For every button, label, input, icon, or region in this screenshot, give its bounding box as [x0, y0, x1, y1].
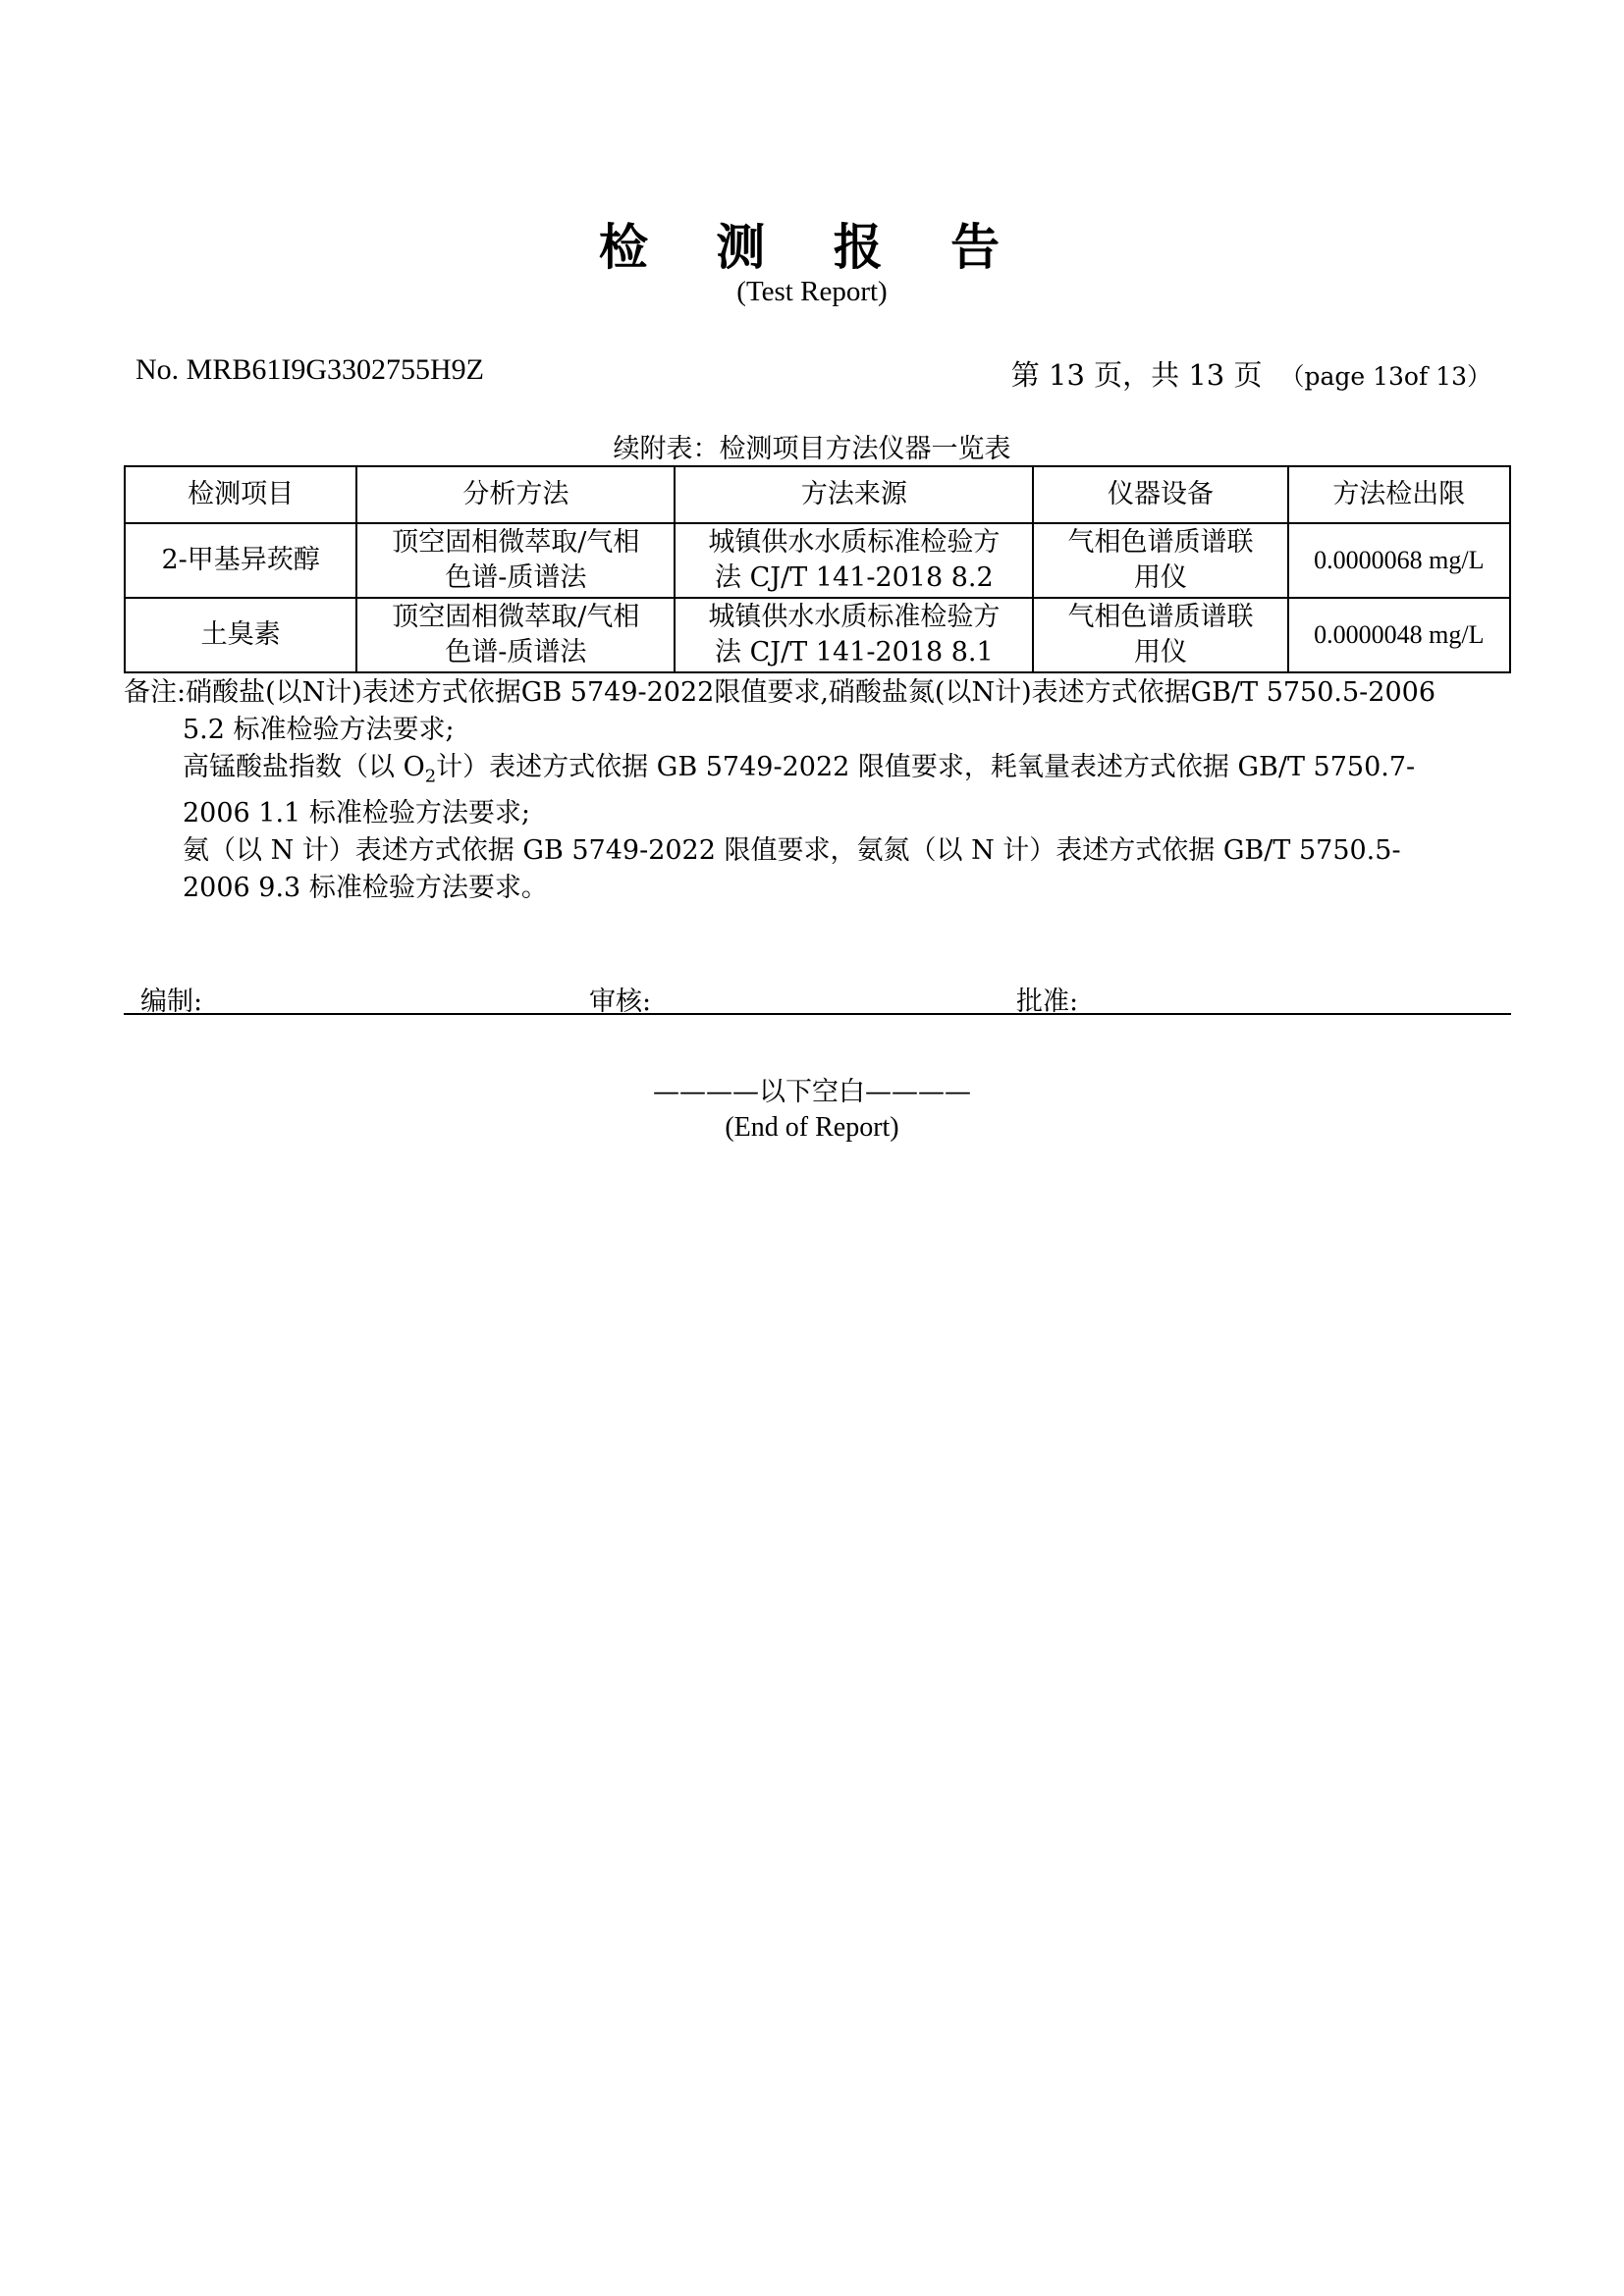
cell-equipment — [1033, 598, 1287, 672]
cell-equipment-line1: 气相色谱质谱联 — [1067, 602, 1254, 632]
table-caption: 续附表：检测项目方法仪器一览表 — [613, 434, 1011, 464]
remark-line: 氨（以 N 计）表述方式依据 GB 5749-2022 限值要求，氨氮（以 N 计）表述方式依据 GB/T 5750.5- — [183, 835, 1401, 867]
cell-method — [356, 598, 675, 672]
report-subtitle: (Test Report) — [736, 276, 888, 307]
end-of-report-en: (End of Report) — [725, 1112, 899, 1143]
cell-method-line1: 顶空固相微萃取/气相 — [392, 527, 640, 558]
remark-subscript: 2 — [424, 766, 437, 787]
column-header-limit: 方法检出限 — [1288, 466, 1510, 523]
page-info-cn: 第 13 页，共 13 页 — [1010, 358, 1263, 392]
cell-equipment-line2: 用仪 — [1133, 562, 1187, 593]
column-header-method: 分析方法 — [356, 466, 675, 523]
cell-method-line2: 色谱-质谱法 — [445, 637, 587, 667]
table-header-row — [125, 466, 1510, 523]
methods-table — [124, 465, 1511, 673]
cell-item: 2-甲基异莰醇 — [125, 523, 356, 598]
cell-limit: 0.0000068 mg/L — [1288, 523, 1510, 598]
cell-method-line1: 顶空固相微萃取/气相 — [392, 602, 640, 632]
approved-by-label: 批准: — [1016, 987, 1079, 1017]
cell-limit: 0.0000048 mg/L — [1288, 598, 1510, 672]
cell-method-line2: 色谱-质谱法 — [445, 562, 587, 593]
report-title: 检 测 报 告 — [598, 219, 1026, 276]
remark-line: 备注:硝酸盐(以N计)表述方式依据GB 5749-2022限值要求,硝酸盐氮(以N计)表述方式依据GB/T 5750.5-2006 — [124, 677, 1436, 708]
remark-line: 2006 9.3 标准检验方法要求。 — [183, 873, 548, 904]
cell-item: 土臭素 — [125, 598, 356, 672]
remark-line: 2006 1.1 标准检验方法要求; — [183, 798, 530, 829]
remarks — [124, 674, 1518, 907]
table-row — [125, 523, 1510, 598]
cell-equipment-line2: 用仪 — [1133, 637, 1187, 667]
report-number: No. MRB61I9G3302755H9Z — [135, 353, 485, 386]
table-row — [125, 598, 1510, 672]
column-header-item: 检测项目 — [125, 466, 356, 523]
cell-source — [675, 598, 1033, 672]
cell-equipment — [1033, 523, 1287, 598]
end-of-report-cn: ————以下空白———— — [653, 1077, 971, 1107]
signature-row — [124, 980, 1511, 1015]
cell-source-line1: 城镇供水水质标准检验方 — [708, 527, 1001, 558]
page-info-en: （page 13of 13） — [1279, 362, 1491, 391]
cell-method — [356, 523, 675, 598]
remark-line: 5.2 标准检验方法要求; — [183, 715, 455, 745]
cell-source-line2: 法 CJ/T 141-2018 8.1 — [715, 637, 994, 667]
remark-text: 高锰酸盐指数（以 O — [183, 752, 425, 782]
prepared-by-label: 编制: — [140, 987, 203, 1017]
cell-source-line2: 法 CJ/T 141-2018 8.2 — [715, 562, 994, 593]
column-header-source: 方法来源 — [675, 466, 1033, 523]
reviewed-by-label: 审核: — [589, 987, 652, 1017]
cell-source — [675, 523, 1033, 598]
cell-equipment-line1: 气相色谱质谱联 — [1067, 527, 1254, 558]
column-header-equipment: 仪器设备 — [1033, 466, 1287, 523]
cell-source-line1: 城镇供水水质标准检验方 — [708, 602, 1001, 632]
remark-line — [124, 749, 1518, 795]
remark-text: 计）表述方式依据 GB 5749-2022 限值要求，耗氧量表述方式依据 GB/T 5750.7- — [436, 752, 1416, 782]
page-info — [1011, 353, 1491, 394]
